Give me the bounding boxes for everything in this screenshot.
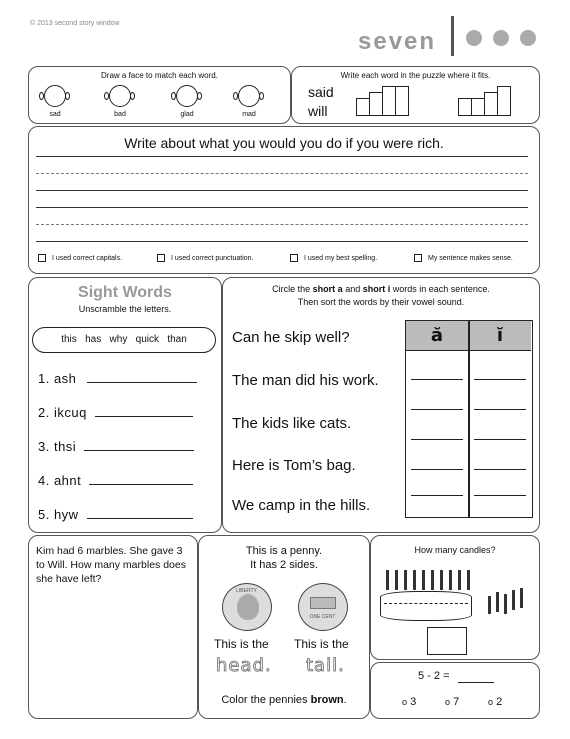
sort-instruction: Circle the short a and short i words in each sentence. (272, 284, 490, 294)
checklist-label: I used correct punctuation. (171, 255, 254, 262)
sort-instruction-2: Then sort the words by their vowel sound. (297, 297, 465, 307)
scramble-item: 3. thsi (38, 437, 194, 454)
face-label-sad: sad (49, 111, 61, 118)
candle-icon (496, 592, 499, 612)
subtraction-answer-line[interactable] (458, 682, 494, 683)
sort-table (405, 320, 533, 518)
puzzle-box[interactable] (484, 92, 498, 116)
scramble-item: 5. hyw (38, 505, 193, 522)
ear-shape (197, 92, 202, 100)
short-a-header: ă (430, 325, 444, 346)
sentence: Here is Tom’s bag. (232, 457, 356, 474)
candle-icon (520, 588, 523, 608)
candle-icon (449, 570, 452, 590)
trace-word-head[interactable]: head. (216, 655, 272, 676)
answer-line[interactable] (411, 469, 463, 470)
face-label-mad: mad (242, 111, 256, 118)
candle-answer-box[interactable] (427, 627, 467, 655)
word-problem-text: Kim had 6 marbles. She gave 3 to Will. How many marbles does she have left? (36, 545, 186, 586)
blank-face-mad[interactable] (238, 85, 260, 107)
candle-icon (458, 570, 461, 590)
head-label: This is the (214, 637, 269, 651)
trace-word-tail[interactable]: tail. (306, 655, 345, 676)
puzzle-box[interactable] (356, 98, 370, 116)
answer-option[interactable]: o 3 (402, 696, 417, 708)
sentence: The man did his work. (232, 372, 379, 389)
candle-icon (404, 570, 407, 590)
candle-icon (413, 570, 416, 590)
puzzle-instruction: Write each word in the puzzle where it fits. (340, 71, 491, 80)
penny-heads-image[interactable] (222, 583, 272, 631)
writing-line[interactable] (36, 156, 528, 157)
puzzle-word-will: will (308, 103, 328, 119)
checkbox-punctuation[interactable] (157, 254, 165, 262)
answer-line[interactable] (474, 495, 526, 496)
puzzle-box[interactable] (471, 98, 485, 116)
decorative-dot (466, 30, 482, 46)
penny-line-1: This is a penny. (245, 545, 323, 557)
answer-line[interactable] (474, 469, 526, 470)
blank-face-bad[interactable] (109, 85, 131, 107)
puzzle-box[interactable] (497, 86, 511, 116)
scramble-item: 1. ash (38, 369, 197, 386)
page-title: seven (358, 28, 437, 55)
sentence: Can he skip well? (232, 329, 350, 346)
checkbox-sense[interactable] (414, 254, 422, 262)
tail-label: This is the (294, 637, 349, 651)
answer-option[interactable]: o 2 (488, 696, 503, 708)
writing-prompt: Write about what you would you do if you were rich. (124, 135, 444, 151)
candle-icon (422, 570, 425, 590)
subtraction-section (370, 662, 540, 719)
decorative-dot (493, 30, 509, 46)
subtraction-equation: 5 - 2 = (418, 670, 450, 682)
candle-icon (488, 596, 491, 614)
candle-icon (440, 570, 443, 590)
candle-icon (504, 594, 507, 614)
coin-text: LIBERTY (236, 588, 257, 594)
puzzle-word-said: said (308, 84, 334, 100)
puzzle-box[interactable] (369, 92, 383, 116)
sentence: The kids like cats. (232, 415, 352, 432)
scramble-item: 4. ahnt (38, 471, 193, 488)
penny-line-2: It has 2 sides. (250, 559, 318, 571)
writing-line[interactable] (36, 190, 528, 191)
answer-line[interactable] (474, 439, 526, 440)
face-label-glad: glad (180, 111, 194, 118)
ear-shape (65, 92, 70, 100)
copyright-text: © 2013 second story window (30, 20, 120, 27)
faces-instruction: Draw a face to match each word. (101, 71, 218, 80)
coin-text: ONE CENT (309, 614, 336, 620)
candles-question: How many candles? (414, 545, 496, 555)
word-bank: this has why quick than (32, 327, 216, 353)
ear-shape (259, 92, 264, 100)
candle-icon (467, 570, 470, 590)
union-shield-icon (310, 597, 336, 609)
answer-line[interactable] (411, 439, 463, 440)
scramble-item: 2. ikcuq (38, 403, 193, 420)
answer-line[interactable] (474, 409, 526, 410)
writing-line[interactable] (36, 241, 528, 242)
checklist-label: My sentence makes sense. (428, 255, 513, 262)
candle-icon (512, 590, 515, 610)
checklist-label: I used my best spelling. (304, 255, 378, 262)
answer-option[interactable]: o 7 (445, 696, 460, 708)
writing-line-dashed (36, 224, 528, 225)
color-instruction: Color the pennies brown. (221, 694, 347, 706)
writing-line-dashed (36, 173, 528, 174)
birthday-cake-icon (380, 585, 472, 625)
answer-line[interactable] (474, 379, 526, 380)
sight-words-subtitle: Unscramble the letters. (78, 304, 172, 314)
penny-tails-image[interactable] (298, 583, 348, 631)
blank-face-glad[interactable] (176, 85, 198, 107)
puzzle-box[interactable] (395, 86, 409, 116)
writing-line[interactable] (36, 207, 528, 208)
sight-words-title: Sight Words (78, 284, 172, 301)
ear-shape (130, 92, 135, 100)
candle-icon (431, 570, 434, 590)
puzzle-box[interactable] (382, 86, 396, 116)
checkbox-spelling[interactable] (290, 254, 298, 262)
decorative-dot (520, 30, 536, 46)
candle-icon (395, 570, 398, 590)
face-label-bad: bad (114, 111, 126, 118)
puzzle-box[interactable] (458, 98, 472, 116)
answer-line[interactable] (411, 495, 463, 496)
checklist-label: I used correct capitals. (52, 255, 123, 262)
answer-line[interactable] (411, 379, 463, 380)
blank-face-sad[interactable] (44, 85, 66, 107)
table-divider (468, 321, 470, 517)
lincoln-profile-icon (237, 594, 259, 620)
short-i-header: ĭ (496, 325, 504, 346)
checkbox-capitals[interactable] (38, 254, 46, 262)
sentence: We camp in the hills. (232, 497, 371, 514)
answer-line[interactable] (411, 409, 463, 410)
title-divider (451, 16, 454, 56)
candle-icon (386, 570, 389, 590)
